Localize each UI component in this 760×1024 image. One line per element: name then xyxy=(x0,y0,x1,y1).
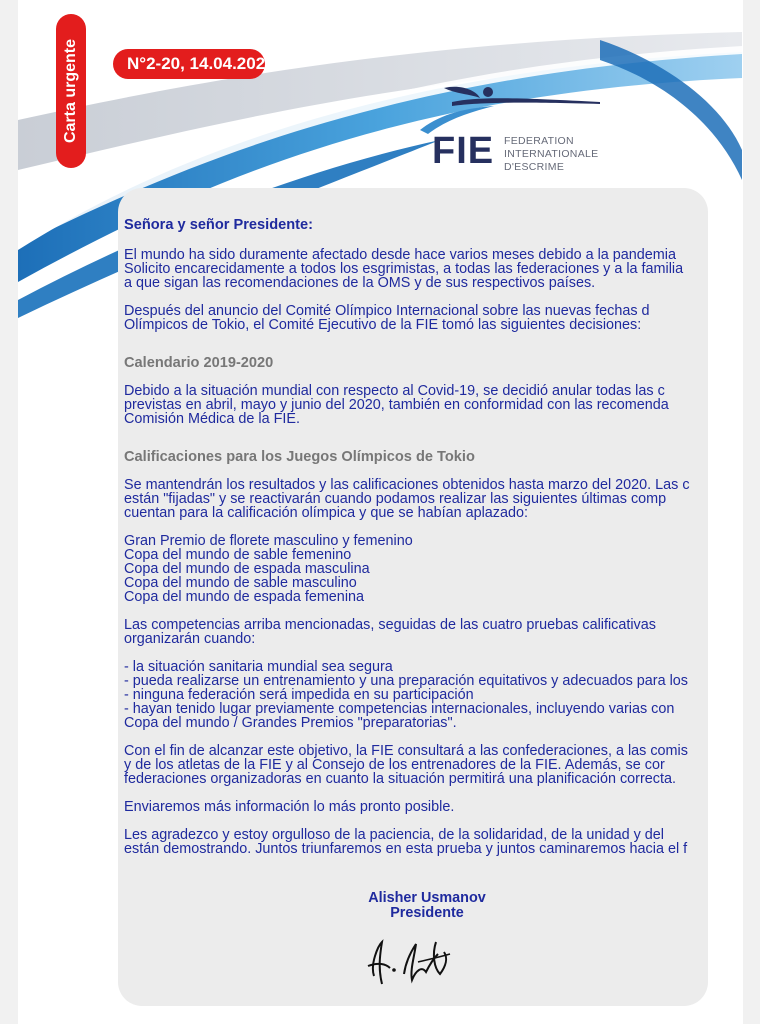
fencer-icon xyxy=(410,80,610,136)
conditions-intro-paragraph xyxy=(124,618,744,646)
competitions-list xyxy=(124,534,744,604)
conditions-intro-line: Las competencias arriba mencionadas, seguidas de las cuatro pruebas calificativas xyxy=(124,617,656,633)
consultation-paragraph xyxy=(124,744,744,786)
closing-paragraph xyxy=(124,828,744,856)
condition-item: - pueda realizarse un entrenamiento y una preparación equitativos y adecuados para los xyxy=(124,673,688,689)
urgent-label: Carta urgente xyxy=(62,38,79,144)
signature-block xyxy=(332,891,522,921)
qualification-line: Se mantendrán los resultados y las calificaciones obtenidos hasta marzo del 2020. Las c xyxy=(124,477,690,493)
logo-line-2: INTERNATIONALE xyxy=(504,148,599,160)
calendar-line: Debido a la situación mundial con respecto al Covid-19, se decidió anular todas las c xyxy=(124,383,665,399)
competition-item: Copa del mundo de espada masculina xyxy=(124,561,370,577)
condition-item: - ninguna federación será impedida en su participación xyxy=(124,687,474,703)
condition-item: Copa del mundo / Grandes Premios "preparatorias". xyxy=(124,715,457,731)
qualification-line: cuentan para la calificación olímpica y que se habían aplazado: xyxy=(124,505,528,521)
calendar-paragraph xyxy=(124,384,744,426)
competition-item: Copa del mundo de sable masculino xyxy=(124,575,357,591)
competition-item: Copa del mundo de espada femenina xyxy=(124,589,365,605)
conditions-list xyxy=(124,660,744,730)
condition-item: - hayan tenido lugar previamente competencias internacionales, incluyendo varias con xyxy=(124,701,675,717)
qualification-paragraph xyxy=(124,478,744,520)
letter-body xyxy=(124,218,744,870)
greeting: Señora y señor Presidente: xyxy=(124,218,313,233)
closing-line: Les agradezco y estoy orgulloso de la paciencia, de la solidaridad, de la unidad y del xyxy=(124,827,665,843)
announcement-line: Después del anuncio del Comité Olímpico Internacional sobre las nuevas fechas d xyxy=(124,303,650,319)
calendar-line: previstas en abril, mayo y junio del 2020, también en conformidad con las recomenda xyxy=(124,397,669,413)
logo-line-1: FEDERATION xyxy=(504,135,574,147)
competition-item: Gran Premio de florete masculino y femenino xyxy=(124,533,413,549)
consultation-line: y de los atletas de la FIE y al Consejo de los entrenadores de la FIE. Además, se cor xyxy=(124,757,665,773)
reference-number: N°2-20, 14.04.202 xyxy=(127,54,266,73)
consultation-line: federaciones organizadoras en cuanto la situación permitirá una planificación correcta. xyxy=(124,771,676,787)
section-calendar-heading: Calendario 2019-2020 xyxy=(124,355,274,371)
logo-acronym: FIE xyxy=(432,130,495,172)
announcement-paragraph xyxy=(124,304,744,332)
handwritten-signature xyxy=(360,924,460,990)
competition-item: Copa del mundo de sable femenino xyxy=(124,547,352,563)
conditions-intro-line: organizarán cuando: xyxy=(124,631,256,647)
condition-item: - la situación sanitaria mundial sea segura xyxy=(124,659,393,675)
intro-line: Solicito encarecidamente a todos los esgrimistas, a todas las federaciones y a la familia xyxy=(124,261,684,277)
signer-name: Alisher Usmanov xyxy=(368,890,486,906)
intro-line: El mundo ha sido duramente afectado desde hace varios meses debido a la pandemia xyxy=(124,247,676,263)
signer-title: Presidente xyxy=(390,905,464,921)
closing-line: están demostrando. Juntos triunfaremos en esta prueba y juntos caminaremos hacia el f xyxy=(124,841,688,857)
qualification-line: están "fijadas" y se reactivarán cuando podamos realizar las siguientes últimas comp xyxy=(124,491,667,507)
announcement-line: Olímpicos de Tokio, el Comité Ejecutivo de la FIE tomó las siguientes decisiones: xyxy=(124,317,642,333)
consultation-line: Con el fin de alcanzar este objetivo, la FIE consultará a las confederaciones, a las comis xyxy=(124,743,688,759)
reference-badge xyxy=(113,49,265,79)
urgent-letter-tab xyxy=(56,14,86,168)
logo-line-3: D'ESCRIME xyxy=(504,161,565,173)
logo-fullname xyxy=(504,135,598,174)
calendar-line: Comisión Médica de la FIE. xyxy=(124,411,300,427)
intro-line: a que sigan las recomendaciones de la OMS y de sus respectivos países. xyxy=(124,275,596,291)
section-qualification-heading: Calificaciones para los Juegos Olímpicos de Tokio xyxy=(124,449,475,465)
fie-logo xyxy=(404,80,614,180)
more-info-line: Enviaremos más información lo más pronto posible. xyxy=(124,799,455,815)
intro-paragraph xyxy=(124,248,744,290)
